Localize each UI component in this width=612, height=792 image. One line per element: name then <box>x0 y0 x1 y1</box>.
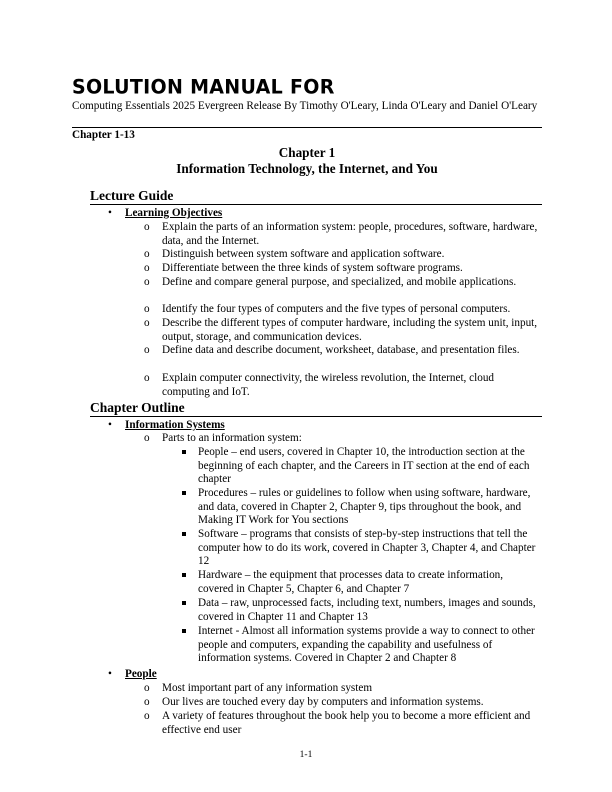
circle-bullet-icon: o <box>144 317 150 329</box>
bullet-label: Information Systems <box>125 419 225 431</box>
info-system-part-text: People – end users, covered in Chapter 10, the introduction section at the beginning of each chapter, and the Careers in IT section at the end of each chapter <box>198 446 530 485</box>
square-bullet-icon <box>182 629 186 633</box>
circle-bullet-icon: o <box>144 221 150 233</box>
info-system-part-text: Data – raw, unprocessed facts, including text, numbers, images and sounds, covered in Chapter 11 and Chapter 13 <box>198 597 536 623</box>
info-system-part-text: Hardware – the equipment that processes data to create information, covered in Chapter 5, Chapter 6, and Chapter 7 <box>198 569 504 595</box>
objective-text: Identify the four types of computers and the five types of personal computers. <box>162 303 511 315</box>
section-heading-chapter-outline: Chapter Outline <box>90 400 542 417</box>
info-system-part-text: Internet - Almost all information systems provide a way to connect to other people and computers, expanding the capability and usefulness of information systems. Covered in Chapter 2 and Chapter 8 <box>198 625 535 664</box>
bullet-icon: • <box>108 207 112 219</box>
outline-subitem-text: Parts to an information system: <box>162 432 302 444</box>
objective-text: Distinguish between system software and application software. <box>162 248 445 260</box>
chapter-number: Chapter 1 <box>278 145 336 160</box>
objective-text: Explain computer connectivity, the wireless revolution, the Internet, cloud computing and IoT. <box>162 372 495 398</box>
people-item-text: Our lives are touched every day by computers and information systems. <box>162 696 484 708</box>
section-heading-lecture-guide: Lecture Guide <box>90 188 542 205</box>
square-bullet-icon <box>182 573 186 577</box>
square-bullet-icon <box>182 450 186 454</box>
circle-bullet-icon: o <box>144 262 150 274</box>
circle-bullet-icon: o <box>144 372 150 384</box>
chapter-range-label: Chapter 1-13 <box>72 129 135 141</box>
info-system-part-text: Software – programs that consists of step-by-step instructions that tell the computer how to do its work, covered in Chapter 3, Chapter 4, and Chapter 12 <box>198 528 536 567</box>
book-subtitle: Computing Essentials 2025 Evergreen Release By Timothy O'Leary, Linda O'Leary and Daniel O'Leary <box>72 100 538 112</box>
bullet-icon: • <box>108 419 112 431</box>
people-item-text: Most important part of any information system <box>162 682 373 694</box>
chapter-title: Information Technology, the Internet, and You <box>176 160 438 176</box>
people-item-text: A variety of features throughout the book help you to become a more efficient and effective end user <box>162 710 531 736</box>
circle-bullet-icon: o <box>144 696 150 708</box>
objective-text: Define data and describe document, worksheet, database, and presentation files. <box>162 344 520 356</box>
square-bullet-icon <box>182 601 186 605</box>
document-banner-title: SOLUTION MANUAL FOR <box>72 75 335 99</box>
square-bullet-icon <box>182 532 186 536</box>
objective-text: Differentiate between the three kinds of system software programs. <box>162 262 463 274</box>
circle-bullet-icon: o <box>144 276 150 288</box>
circle-bullet-icon: o <box>144 303 150 315</box>
circle-bullet-icon: o <box>144 344 150 356</box>
bullet-label: People <box>125 668 157 680</box>
objective-text: Explain the parts of an information system: people, procedures, software, hardware, data, and the Internet. <box>162 221 538 247</box>
objective-text: Define and compare general purpose, and specialized, and mobile applications. <box>162 276 517 288</box>
info-system-part-text: Procedures – rules or guidelines to follow when using software, hardware, and data, covered in Chapter 2, Chapter 9, tips throughout the book, and Making IT Work for You sections <box>198 487 531 526</box>
bullet-label: Learning Objectives <box>125 207 223 219</box>
circle-bullet-icon: o <box>144 710 150 722</box>
objective-text: Describe the different types of computer hardware, including the system unit, input, output, storage, and communication devices. <box>162 317 538 343</box>
circle-bullet-icon: o <box>144 682 150 694</box>
circle-bullet-icon: o <box>144 432 150 444</box>
circle-bullet-icon: o <box>144 248 150 260</box>
header-divider <box>72 127 542 128</box>
chapter-heading <box>72 145 542 176</box>
page-number: 1-1 <box>299 750 313 760</box>
square-bullet-icon <box>182 491 186 495</box>
bullet-icon: • <box>108 668 112 680</box>
